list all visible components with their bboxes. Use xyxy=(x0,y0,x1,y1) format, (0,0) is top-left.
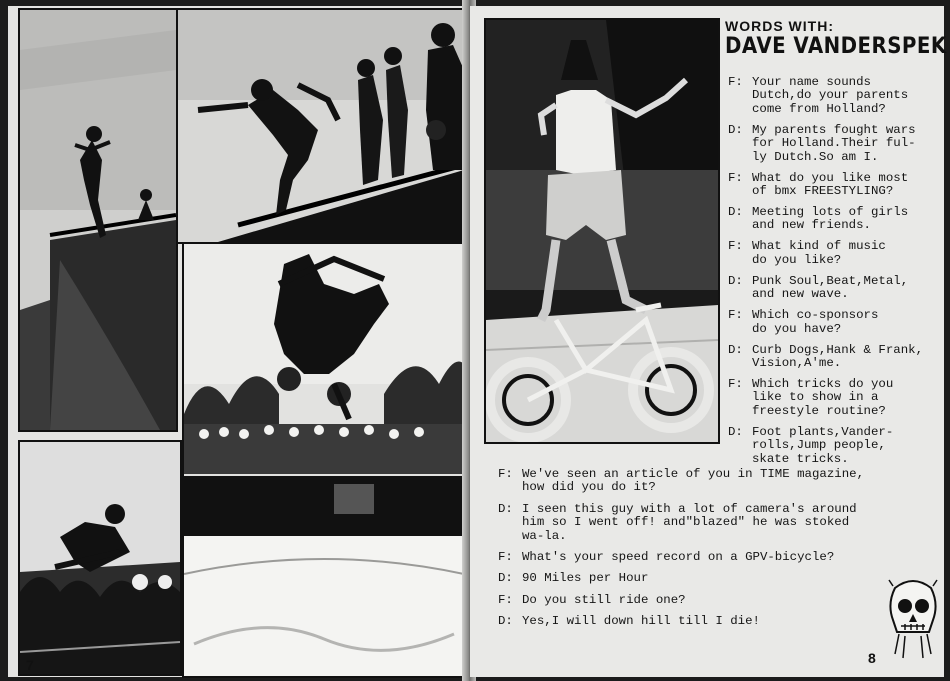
qa-item xyxy=(728,426,942,466)
speaker-label: D: xyxy=(728,205,743,220)
qa-item xyxy=(498,572,918,585)
qa-text: 90 Miles per Hour xyxy=(522,571,649,586)
qa-text: What's your speed record on a GPV-bicycle? xyxy=(522,550,835,565)
photo-handplant-crowd xyxy=(182,242,466,678)
qa-text: My parents fought wars for Holland.Their ful- ly Dutch.So am I. xyxy=(752,122,916,164)
skull-doodle-icon xyxy=(885,574,941,660)
photo-bmx-rider xyxy=(484,18,720,444)
photo-crowd-jump xyxy=(18,440,182,676)
left-page-number: 7 xyxy=(26,657,34,673)
speaker-label: D: xyxy=(728,342,743,357)
qa-item xyxy=(728,206,942,233)
speaker-label: F: xyxy=(728,377,743,392)
qa-text: Punk Soul,Beat,Metal, and new wave. xyxy=(752,273,909,302)
qa-text: Your name sounds Dutch,do your parents come from Holland? xyxy=(752,75,909,116)
qa-text: Curb Dogs,Hank & Frank, Vision,A'me. xyxy=(752,342,924,371)
speaker-label: D: xyxy=(728,424,743,439)
qa-item xyxy=(728,309,942,336)
interview-heading-label: WORDS WITH: xyxy=(725,18,834,34)
qa-item xyxy=(498,468,918,495)
qa-item xyxy=(728,76,942,116)
qa-item xyxy=(498,594,918,607)
qa-text: I seen this guy with a lot of camera's around him so I went off! and"blazed" he was stoked wa-la. xyxy=(522,501,857,543)
interview-side-column xyxy=(728,76,942,474)
speaker-label: D: xyxy=(498,571,513,586)
photo-ramp-skater xyxy=(18,8,178,432)
qa-text: Foot plants,Vander- rolls,Jump people, skate tricks. xyxy=(752,424,894,466)
qa-text: Yes,I will down hill till I die! xyxy=(522,614,760,629)
qa-item xyxy=(498,615,918,628)
speaker-label: D: xyxy=(498,501,513,516)
qa-item xyxy=(498,503,918,543)
speaker-label: D: xyxy=(728,122,743,137)
qa-text: What kind of music do you like? xyxy=(752,239,886,267)
speaker-label: F: xyxy=(728,308,743,323)
interview-title: DAVE VANDERSPEK xyxy=(725,34,947,59)
qa-text: Do you still ride one? xyxy=(522,592,686,607)
qa-item xyxy=(728,124,942,164)
photo-ramp-deck xyxy=(176,8,466,244)
qa-text: We've seen an article of you in TIME magazine, how did you do it? xyxy=(522,467,865,495)
interview-bottom-column xyxy=(498,468,918,637)
qa-item xyxy=(728,172,942,199)
speaker-label: F: xyxy=(498,592,513,607)
speaker-label: D: xyxy=(728,273,743,288)
speaker-label: D: xyxy=(498,614,513,629)
speaker-label: F: xyxy=(728,75,743,89)
qa-item xyxy=(728,240,942,267)
qa-item xyxy=(728,344,942,371)
speaker-label: F: xyxy=(728,239,743,254)
qa-item xyxy=(728,275,942,302)
speaker-label: F: xyxy=(728,170,743,185)
qa-text: Meeting lots of girls and new friends. xyxy=(752,205,909,233)
qa-text: Which co-sponsors do you have? xyxy=(752,308,879,336)
qa-item xyxy=(498,551,918,564)
qa-item xyxy=(728,378,942,418)
qa-text: What do you like most of bmx FREESTYLING? xyxy=(752,170,909,199)
qa-text: Which tricks do you like to show in a freestyle routine? xyxy=(752,377,894,418)
speaker-label: F: xyxy=(498,550,513,565)
right-page-number: 8 xyxy=(868,650,876,666)
speaker-label: F: xyxy=(498,467,513,481)
